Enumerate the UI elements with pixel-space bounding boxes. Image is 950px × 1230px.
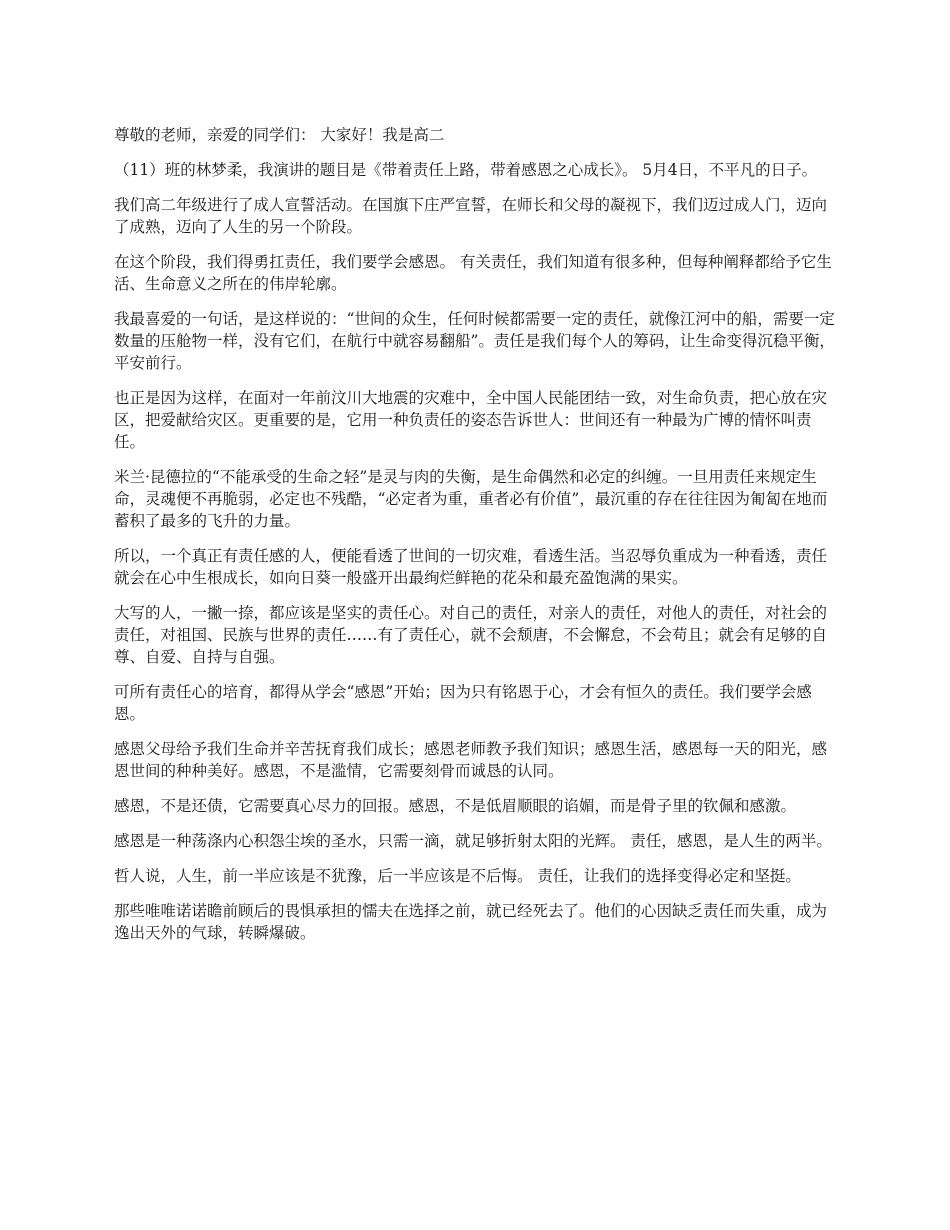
paragraph-gratitude-not-debt: 感恩，不是还债，它需要真心尽力的回报。感恩，不是低眉顺眼的谄媚，而是骨子里的钦佩和感激。 (114, 797, 797, 815)
paragraph-kundera: 米兰·昆德拉的“不能承受的生命之轻”是灵与肉的失衡，是生命偶然和必定的纠缠。一旦用责任来规定生命，灵魂便不再脆弱，必定也不残酷，“必定者为重，重者必有价值”，最沉重的存在往往因为匍匐在地而蓄积了最多的飞升的力量。 (114, 468, 828, 530)
paragraph-greeting: 尊敬的老师，亲爱的同学们： 大家好！我是高二 (114, 126, 445, 144)
paragraph-gratitude-start: 可所有责任心的培育，都得从学会“感恩”开始；因为只有铭恩于心，才会有恒久的责任。我们要学会感恩。 (114, 683, 812, 723)
paragraph-responsible-person: 所以，一个真正有责任感的人，便能看透了世间的一切灾难，看透生活。当忍辱负重成为一种看透，责任就会在心中生根成长，如向日葵一般盛开出最绚烂鲜艳的花朵和最充盈饱满的果实。 (114, 547, 828, 587)
paragraph-favorite-quote: 我最喜爱的一句话，是这样说的：“世间的众生，任何时候都需要一定的责任，就像江河中的船，需要一定数量的压舱物一样，没有它们，在航行中就容易翻船”。责任是我们每个人的筹码，让生命变得沉稳平衡，平安前行。 (114, 310, 835, 372)
paragraph-gratitude-parents: 感恩父母给予我们生命并辛苦抚育我们成长；感恩老师教予我们知识；感恩生活，感恩每一天的阳光，感恩世间的种种美好。感恩，不是滥情，它需要刻骨而诚恳的认同。 (114, 740, 828, 780)
document-body (114, 124, 836, 957)
paragraph-intro: （11）班的林梦柔，我演讲的题目是《带着责任上路，带着感恩之心成长》。 5月4日，不平凡的日子。 (114, 161, 818, 179)
paragraph-cowards: 那些唯唯诺诺瞻前顾后的畏惧承担的懦夫在选择之前，就已经死去了。他们的心因缺乏责任而失重，成为逸出天外的气球，转瞬爆破。 (114, 902, 828, 942)
paragraph-capital-person: 大写的人，一撇一捺，都应该是坚实的责任心。对自己的责任，对亲人的责任，对他人的责任，对社会的责任，对祖国、民族与世界的责任……有了责任心，就不会颓唐，不会懈怠，不会苟且；就会有足够的自尊、自爱、自持与自强。 (114, 604, 828, 666)
paragraph-earthquake: 也正是因为这样，在面对一年前汶川大地震的灾难中，全中国人民能团结一致，对生命负责，把心放在灾区，把爱献给灾区。更重要的是，它用一种负责任的姿态告诉世人：世间还有一种最为广博的情怀叫责任。 (114, 389, 828, 451)
paragraph-holy-water: 感恩是一种荡涤内心积怨尘埃的圣水，只需一滴，就足够折射太阳的光辉。 责任，感恩，是人生的两半。 (114, 832, 832, 850)
paragraph-stage: 在这个阶段，我们得勇扛责任，我们要学会感恩。 有关责任，我们知道有很多种，但每种阐释都给予它生活、生命意义之所在的伟岸轮廓。 (114, 253, 832, 293)
paragraph-ceremony: 我们高二年级进行了成人宣誓活动。在国旗下庄严宣誓，在师长和父母的凝视下，我们迈过成人门，迈向了成熟，迈向了人生的另一个阶段。 (114, 196, 828, 236)
paragraph-philosopher: 哲人说，人生，前一半应该是不犹豫，后一半应该是不后悔。 责任，让我们的选择变得必定和坚挺。 (114, 867, 801, 885)
